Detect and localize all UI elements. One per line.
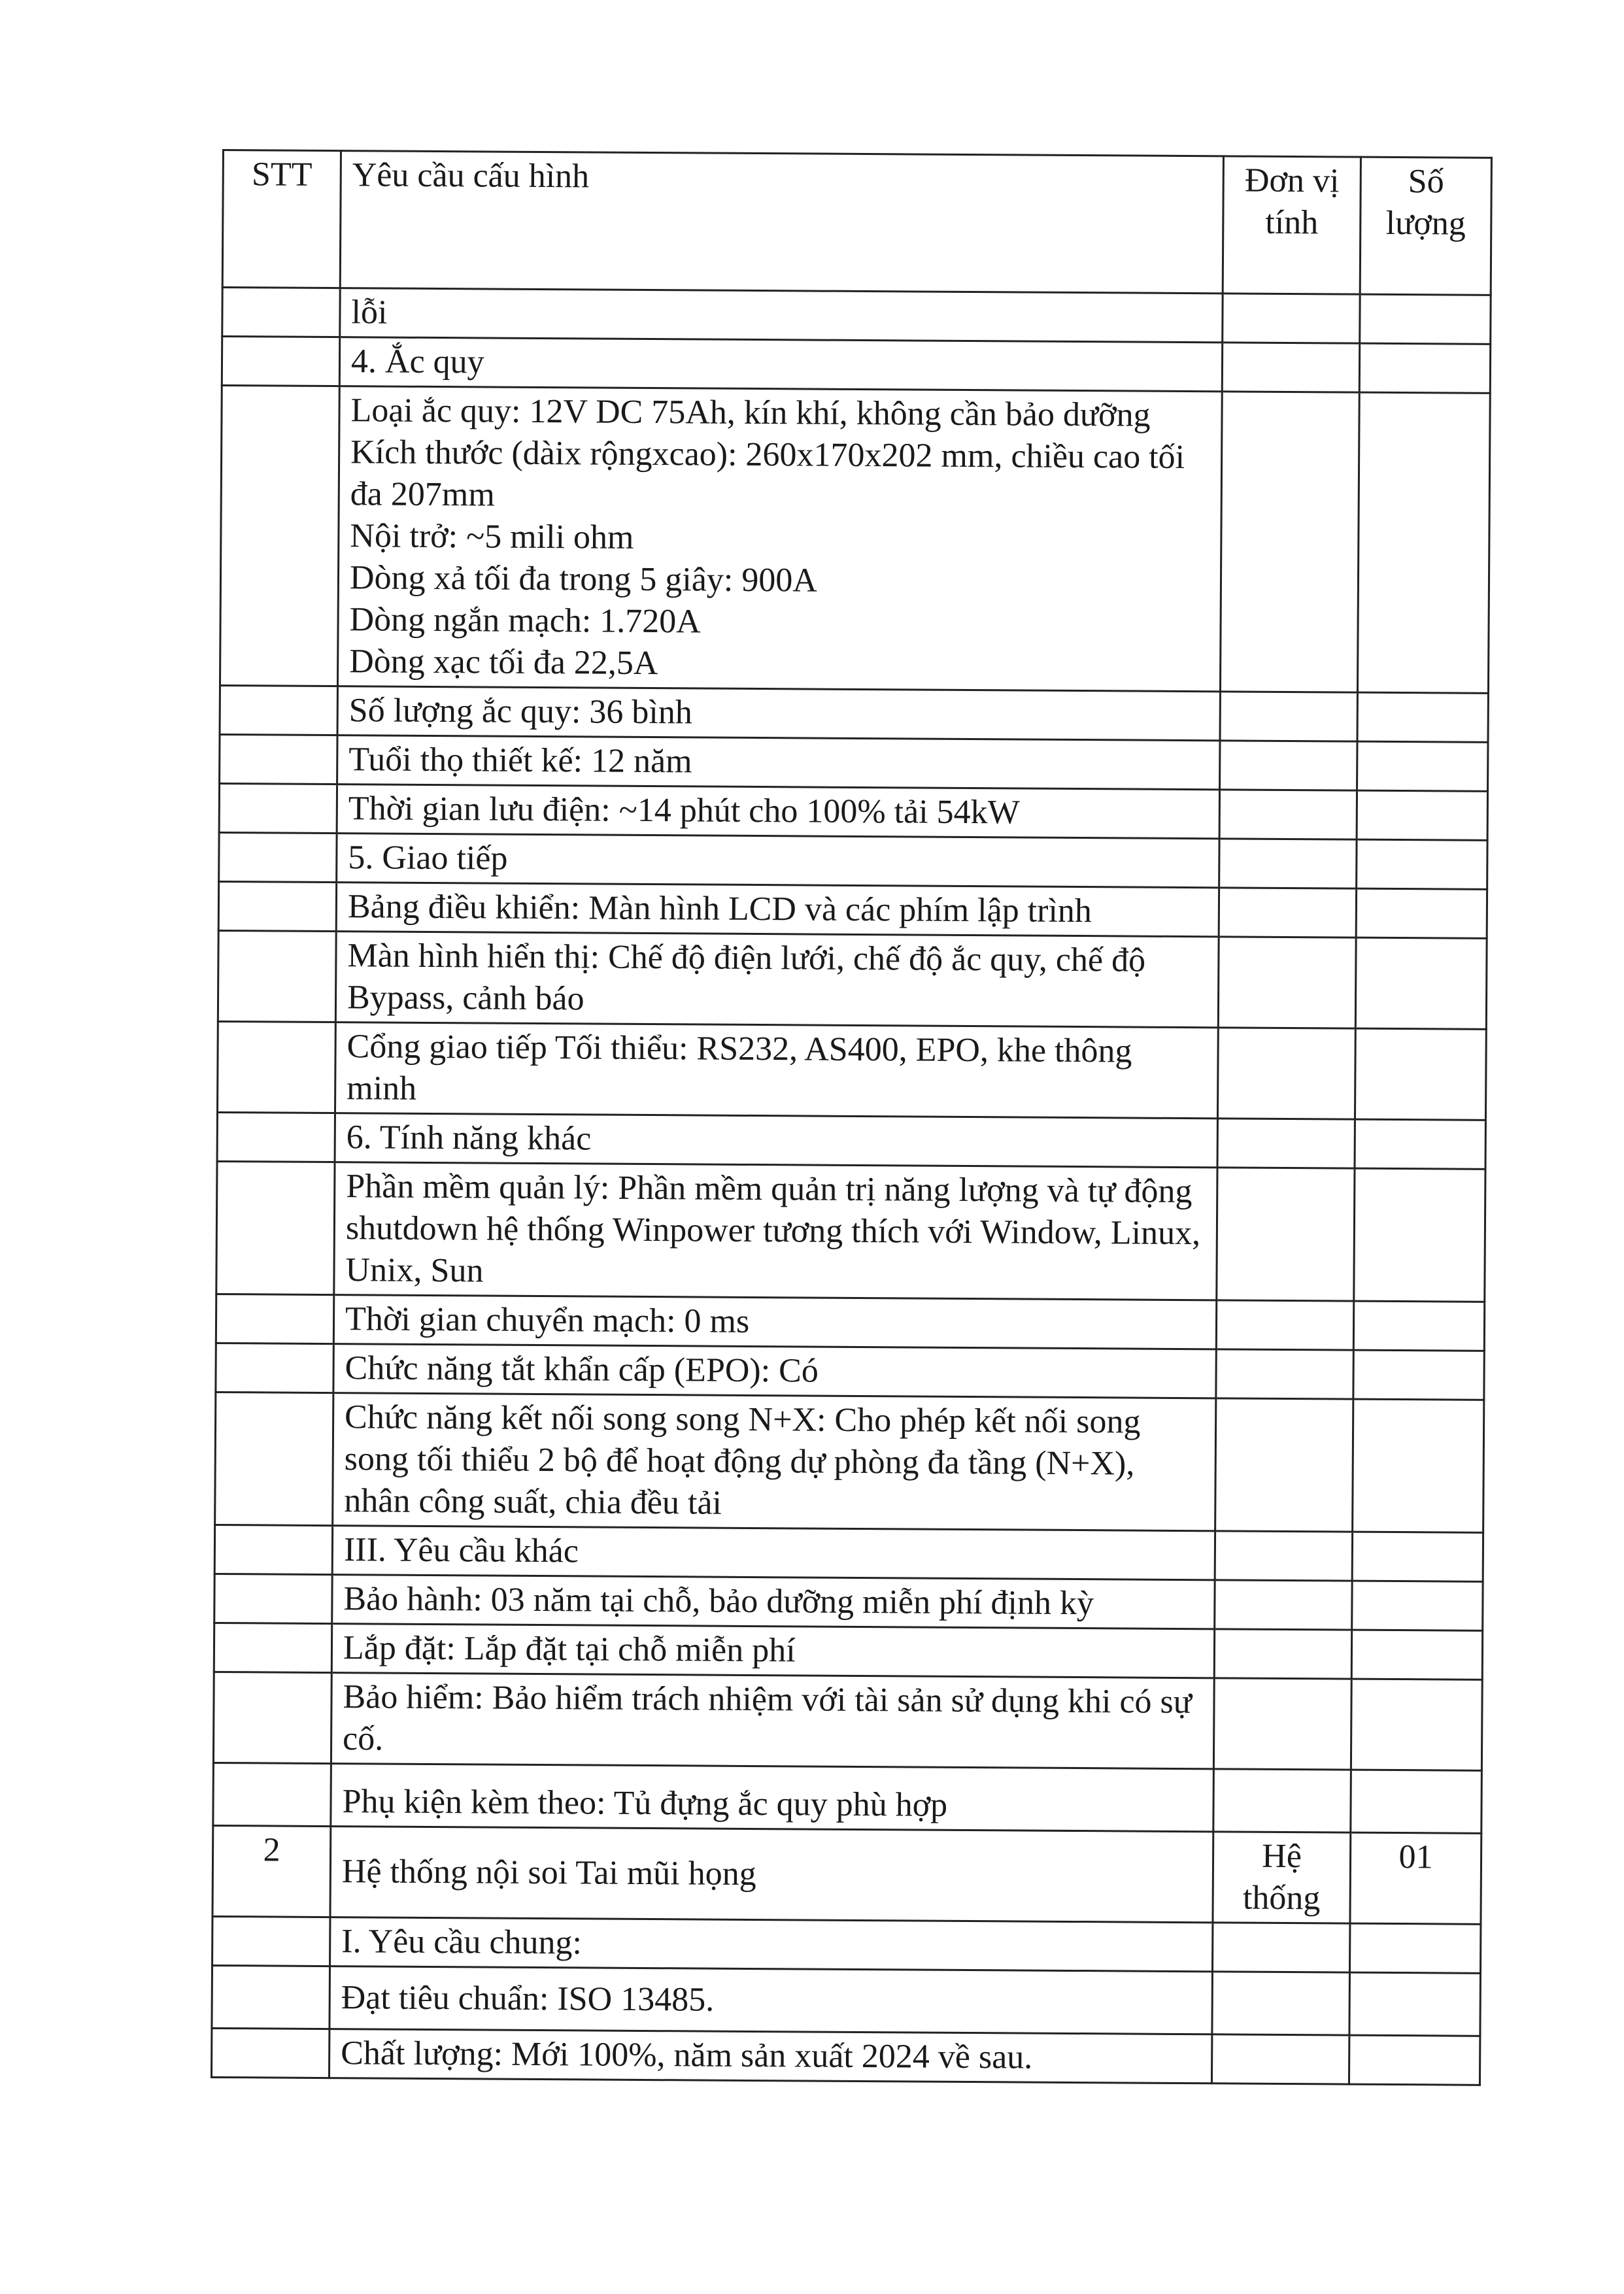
row-stt	[213, 1672, 331, 1763]
table-row	[211, 2028, 1480, 2085]
row-qty	[1351, 1679, 1482, 1770]
table-row	[214, 1574, 1483, 1630]
row-unit	[1217, 1168, 1355, 1301]
row-unit	[1215, 1531, 1352, 1581]
row-unit	[1213, 1769, 1351, 1832]
row-stt	[217, 1021, 335, 1113]
row-requirement: Bảo hành: 03 năm tại chỗ, bảo dưỡng miễn phí định kỳ	[332, 1575, 1215, 1629]
table-row	[213, 1672, 1482, 1770]
row-unit	[1212, 1923, 1349, 1972]
row-qty	[1351, 1770, 1482, 1833]
row-qty	[1356, 888, 1487, 938]
row-stt	[217, 1112, 335, 1162]
row-qty	[1354, 1168, 1485, 1302]
item-title: Hệ thống nội soi Tai mũi họng	[330, 1827, 1213, 1923]
row-stt	[218, 930, 336, 1022]
row-stt	[215, 1392, 333, 1525]
section-heading: 4. Ắc quy	[339, 337, 1222, 392]
row-requirement: Đạt tiêu chuẩn: ISO 13485.	[330, 1966, 1213, 2034]
row-qty	[1359, 343, 1490, 393]
row-stt	[219, 832, 337, 882]
table-row	[220, 386, 1490, 694]
row-requirement: Lắp đặt: Lắp đặt tại chỗ miễn phí	[331, 1624, 1214, 1678]
spec-line: Dòng ngắn mạch: 1.720A	[349, 601, 702, 641]
table-row	[217, 1021, 1486, 1120]
table-header-row	[222, 150, 1491, 295]
row-requirement: Màn hình hiển thị: Chế độ điện lưới, chế độ ắc quy, chế độ Bypass, cảnh báo	[335, 932, 1219, 1028]
section-heading: III. Yêu cầu khác	[332, 1526, 1215, 1580]
spec-line: Loại ắc quy: 12V DC 75Ah, kín khí, không cần bảo dưỡng	[350, 392, 1151, 434]
table-row	[212, 1965, 1481, 2036]
row-qty: 01	[1350, 1832, 1481, 1924]
header-requirement: Yêu cầu cấu hình	[340, 151, 1223, 294]
row-unit	[1215, 1398, 1353, 1532]
row-unit	[1220, 692, 1357, 741]
row-stt	[216, 1294, 333, 1343]
table-row	[216, 1343, 1484, 1400]
table-row	[214, 1623, 1482, 1679]
row-qty	[1353, 1350, 1484, 1400]
spec-table	[211, 149, 1493, 2086]
row-stt	[212, 1965, 330, 2029]
row-requirement: Bảng điều khiển: Màn hình LCD và các phím lập trình	[336, 883, 1219, 937]
table-row	[222, 288, 1491, 345]
row-qty	[1355, 1119, 1485, 1169]
row-requirement: Thời gian chuyển mạch: 0 ms	[333, 1295, 1216, 1349]
row-unit	[1223, 294, 1360, 343]
row-qty	[1357, 790, 1487, 840]
row-unit: Hệ thống	[1213, 1832, 1351, 1923]
table-row	[219, 783, 1487, 840]
row-unit	[1216, 1349, 1353, 1399]
table-row	[216, 1161, 1485, 1302]
table-row	[218, 881, 1487, 938]
row-qty	[1355, 1028, 1486, 1120]
row-qty	[1349, 1972, 1481, 2036]
row-unit	[1214, 1629, 1351, 1679]
table-row	[212, 1916, 1481, 1973]
spec-line: Kích thước (dàix rộngxcao): 260x170x202 mm, chiều cao tối đa 207mm	[350, 433, 1185, 514]
row-qty	[1355, 937, 1487, 1029]
row-requirement: Phần mềm quản lý: Phần mềm quản trị năng lượng và tự động shutdown hệ thống Winpower tương thích với Window, Linux, Unix, Sun	[334, 1162, 1217, 1300]
row-stt	[216, 1343, 333, 1392]
row-unit	[1219, 790, 1357, 839]
row-stt	[213, 1763, 331, 1826]
row-unit	[1220, 392, 1359, 692]
table-row	[217, 1112, 1485, 1169]
row-stt: 2	[212, 1825, 331, 1917]
row-qty	[1357, 392, 1490, 693]
row-stt	[218, 881, 336, 931]
row-requirement: Bảo hiểm: Bảo hiểm trách nhiệm với tài sản sử dụng khi có sự cố.	[331, 1673, 1214, 1769]
header-stt: STT	[222, 150, 341, 288]
table-row	[214, 1525, 1483, 1581]
table-row	[220, 685, 1488, 742]
row-requirement: lỗi	[340, 288, 1223, 343]
row-stt	[222, 288, 340, 337]
row-qty	[1349, 2035, 1480, 2085]
section-heading: 5. Giao tiếp	[337, 834, 1219, 888]
table-row	[218, 930, 1487, 1029]
row-requirement: Phụ kiện kèm theo: Tủ đựng ắc quy phù hợp	[331, 1764, 1214, 1832]
row-unit	[1219, 888, 1356, 937]
row-unit	[1220, 741, 1357, 790]
row-qty	[1360, 294, 1491, 344]
section-heading: 6. Tính năng khác	[335, 1113, 1217, 1168]
row-requirement: Thời gian lưu điện: ~14 phút cho 100% tải 54kW	[337, 784, 1219, 839]
table-row	[219, 832, 1487, 889]
row-stt	[219, 783, 337, 833]
row-unit	[1217, 1028, 1355, 1119]
row-unit	[1218, 937, 1356, 1028]
row-unit	[1219, 839, 1357, 888]
row-stt	[214, 1623, 331, 1672]
header-qty: Số lượng	[1360, 157, 1491, 295]
row-stt	[216, 1161, 335, 1294]
table-row	[215, 1392, 1484, 1532]
spec-line: Dòng xạc tối đa 22,5A	[349, 643, 658, 683]
row-qty	[1357, 692, 1488, 742]
row-requirement: Chức năng tắt khẩn cấp (EPO): Có	[333, 1344, 1216, 1398]
row-unit	[1215, 1580, 1352, 1630]
row-requirement	[337, 386, 1222, 692]
row-stt	[211, 2028, 329, 2078]
row-qty	[1357, 741, 1488, 791]
row-stt	[220, 734, 337, 784]
row-unit	[1213, 1678, 1351, 1770]
table-row	[216, 1294, 1484, 1351]
spec-line: Dòng xả tối đa trong 5 giây: 900A	[349, 559, 818, 599]
row-qty	[1351, 1630, 1482, 1679]
row-requirement: Chức năng kết nối song song N+X: Cho phép kết nối song song tối thiểu 2 bộ để hoạt động dự phòng đa tầng (N+X), nhân công suất, chia đều tải	[333, 1393, 1216, 1531]
row-qty	[1353, 1301, 1484, 1351]
row-requirement: Cổng giao tiếp Tối thiểu: RS232, AS400, EPO, khe thông minh	[335, 1022, 1218, 1119]
spec-line: Nội trở: ~5 mili ohm	[350, 517, 634, 556]
row-unit	[1222, 343, 1359, 392]
row-stt	[220, 685, 337, 735]
table-row	[222, 337, 1490, 394]
row-qty	[1352, 1581, 1483, 1630]
row-unit	[1211, 2034, 1349, 2084]
table-row	[213, 1763, 1482, 1833]
row-requirement: Số lượng ắc quy: 36 bình	[337, 686, 1220, 741]
row-stt	[222, 337, 339, 386]
row-stt	[212, 1916, 330, 1966]
row-qty	[1353, 1399, 1484, 1532]
row-requirement: Chất lượng: Mới 100%, năm sản xuất 2024 về sau.	[329, 2029, 1211, 2083]
row-qty	[1349, 1923, 1480, 1973]
table-row-item	[212, 1825, 1481, 1924]
row-unit	[1212, 1972, 1350, 2035]
row-stt	[214, 1574, 332, 1623]
row-qty	[1357, 839, 1487, 889]
row-stt	[220, 386, 339, 686]
header-unit: Đơn vị tính	[1223, 156, 1361, 294]
row-stt	[214, 1525, 332, 1574]
row-unit	[1217, 1119, 1355, 1168]
section-heading: I. Yêu cầu chung:	[330, 1917, 1213, 1972]
row-requirement: Tuổi thọ thiết kế: 12 năm	[337, 735, 1220, 790]
row-unit	[1216, 1300, 1353, 1350]
table-row	[220, 734, 1488, 791]
row-qty	[1352, 1532, 1483, 1581]
